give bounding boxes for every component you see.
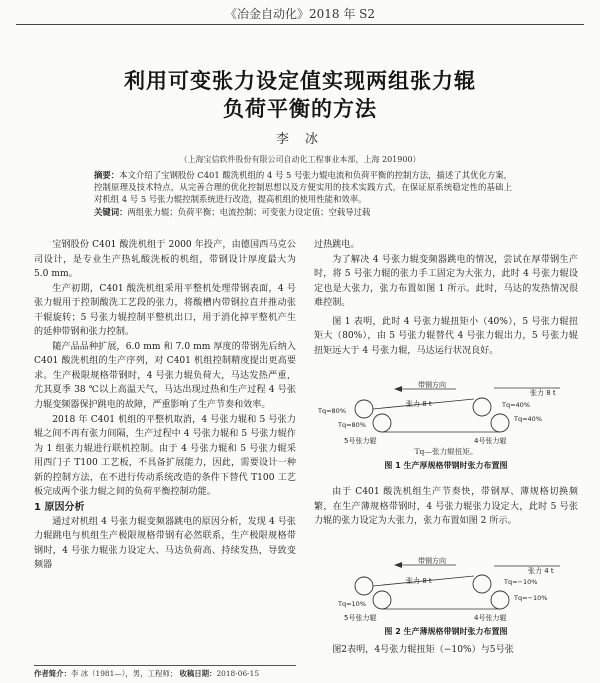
received-date-label: 收稿日期： bbox=[179, 669, 217, 678]
right-paragraph-3: 图 1 表明，此时 4 号张力辊扭矩小（40%），5 号张力辊扭矩大（80%），由 5 号张力辊替代 4 号张力辊出力，5 号张力辊扭矩远大于 4 号张力辊，马达运行状况良好。 bbox=[314, 316, 578, 356]
footnote-text: 李 冰（1981—），男，工程师； bbox=[70, 669, 178, 678]
torque-label-a: Tq=−10% bbox=[504, 578, 538, 586]
middle-tension-label: 张力 8 t bbox=[406, 400, 432, 408]
roll-4-label: 4号张力辊 bbox=[474, 437, 507, 445]
keywords-label: 关键词： bbox=[94, 206, 128, 217]
running-header: 《冶金自动化》2018 年 S2 bbox=[224, 7, 376, 21]
roll-5b bbox=[373, 591, 391, 609]
abstract-text bbox=[94, 169, 512, 206]
figure-2-diagram bbox=[314, 557, 578, 622]
footnote bbox=[34, 668, 304, 679]
torque-label-c: Tq=−10% bbox=[514, 594, 548, 602]
author-affiliation: （上海宝信软件股份有限公司自动化工程事业本部，上海 201900） bbox=[179, 155, 421, 164]
left-paragraph-3: 随产品品种扩展，6.0 mm 和 7.0 mm 厚度的带钢先后纳入 C401 酸洗机组的生产序列，对 C401 机组控制精度提出更高要求。生产极限规格带钢时，4 号张力辊负荷大，马达发热严重，尤其夏季 38 ℃以上高温天气，马达出现过热和生产过程 4 号张力辊变频器保护跳电的故障，严重影响了生产节奏和效率。 bbox=[34, 341, 296, 411]
torque-label-c: Tq=80% bbox=[338, 421, 366, 429]
abstract-block bbox=[94, 169, 512, 218]
tension-left-label: 张力 8 t bbox=[406, 577, 432, 585]
right-paragraph-1: 过热跳电。 bbox=[314, 240, 360, 250]
direction-arrow-icon bbox=[394, 386, 402, 392]
left-column bbox=[34, 238, 296, 573]
roll-4a bbox=[473, 575, 491, 593]
roll-5-label: 5号张力辊 bbox=[344, 614, 377, 622]
left-paragraph-2: 生产初期，C401 酸洗机组采用平整机处理带钢表面，4 号张力辊用于控制酸洗工艺段的张力，将酸槽内带钢拉直并推动张干辊旋转；5 号张力辊控制平整机出口，用于消化掉平整机产生的延伸带钢和张力控制。 bbox=[34, 283, 296, 338]
left-paragraph-1: 宝钢股份 C401 酸洗机组于 2000 年投产，由德国西马克公司设计，是专业生产热轧酸洗板的机组，带钢设计厚度最大为 5.0 mm。 bbox=[34, 240, 296, 280]
right-column-continued bbox=[314, 485, 578, 529]
keywords-text: 两组张力辊；负荷平衡；电流控制；可变张力设定值；空载导过载 bbox=[127, 206, 371, 217]
header-rule bbox=[16, 24, 584, 25]
roll-5a bbox=[355, 400, 373, 418]
paper-title-line-1: 利用可变张力设定值实现两组张力辊 bbox=[124, 69, 476, 93]
right-column bbox=[314, 238, 578, 358]
tension-label: 张力 8 t bbox=[530, 389, 556, 397]
figure-2-caption: 图 2 生产薄规格带钢时张力布置图 bbox=[384, 627, 508, 636]
torque-label-d: Tq=40% bbox=[514, 415, 542, 423]
right-column-tail bbox=[314, 643, 578, 658]
left-paragraph-5: 通过对机组 4 号张力辊变频器跳电的原因分析，发现 4 号张力辊跳电与机组生产极限规格带钢有必然联系，生产极限规格带钢时，4 号张力辊张力设定大、马达负荷高、持续发热，导致变频器 bbox=[34, 516, 296, 571]
strip-direction-label: 带钢方向 bbox=[418, 381, 446, 389]
torque-label-b: Tq=10% bbox=[338, 600, 366, 608]
author-name: 李 冰 bbox=[275, 132, 325, 147]
roll-4a bbox=[473, 398, 491, 416]
abstract-label: 摘要： bbox=[94, 170, 120, 180]
received-date: 2018-06-15 bbox=[216, 669, 260, 678]
figure-1-diagram bbox=[314, 381, 578, 445]
strip-direction-label: 带钢方向 bbox=[418, 557, 446, 565]
torque-label-a: Tq=80% bbox=[318, 407, 346, 415]
keywords-line bbox=[94, 206, 512, 218]
right-paragraph-4: 由于 C401 酸洗机组生产节奏快，带钢厚、薄规格切换频繁，在生产薄规格带钢时，4 号张力辊张力设定大，此时 5 号张力辊的张力设定为大张力，张力布置如图 2 所示。 bbox=[314, 487, 578, 527]
roll-4b bbox=[491, 591, 509, 609]
paper-title-line-2: 负荷平衡的方法 bbox=[223, 97, 377, 121]
figure-1-note: Tq—张力辊扭矩。 bbox=[414, 447, 478, 456]
left-paragraph-4: 2018 年 C401 机组的平整机取消，4 号张力辊和 5 号张力辊之间不再有张力间隔，生产过程中 4 号张力辊和 5 号张力辊作为 1 组张力辊进行联机控制。由于 4 号张力辊和 5 号张力辊采用西门子 T100 工艺板，不具备扩展能力，因此，需要设计一种新的控制方法，在不进行传动系统改造的条件下替代 T100 工艺板完成两个张力辊之间的负荷平衡控制功能。 bbox=[34, 414, 296, 498]
tension-right-label: 张力 4 t bbox=[528, 567, 554, 575]
right-paragraph-5: 图2表明，4号张力辊扭矩（−10%）与5号张 bbox=[332, 645, 514, 655]
roll-5b bbox=[373, 414, 391, 432]
roll-4-label: 4号张力辊 bbox=[474, 614, 507, 622]
footnote-rule bbox=[34, 665, 296, 666]
abstract-body: 本文介绍了宝钢股份 C401 酸洗机组的 4 号 5 号张力辊电流和负荷平衡的控制方法，描述了其优化方案，控制原理及技术特点，从完善合理的优化控制思想以及方便实用的技术实践方式，在保证原系统稳定性的基础上对机组 4 号 5 号张力辊控制系统进行改造，提高机组的使用性能和效率。 bbox=[94, 170, 512, 205]
roll-4b bbox=[491, 414, 509, 432]
torque-label-b: Tq=40% bbox=[502, 401, 530, 409]
footnote-label: 作者简介： bbox=[34, 669, 71, 678]
section-heading-1: 1 原因分析 bbox=[34, 501, 85, 513]
roll-5a bbox=[355, 577, 373, 595]
direction-arrow-icon bbox=[394, 562, 402, 568]
right-paragraph-2: 为了解决 4 号张力辊变频器跳电的情况，尝试在厚带钢生产时，将 5 号张力辊的张力手工固定为大张力，此时 4 号张力辊设定也是大张力，张力布置如图 1 所示。此时，马达的发热情况很难控制。 bbox=[314, 254, 578, 309]
roll-5-label: 5号张力辊 bbox=[344, 437, 377, 445]
figure-1-caption: 图 1 生产厚规格带钢时张力布置图 bbox=[384, 461, 508, 470]
